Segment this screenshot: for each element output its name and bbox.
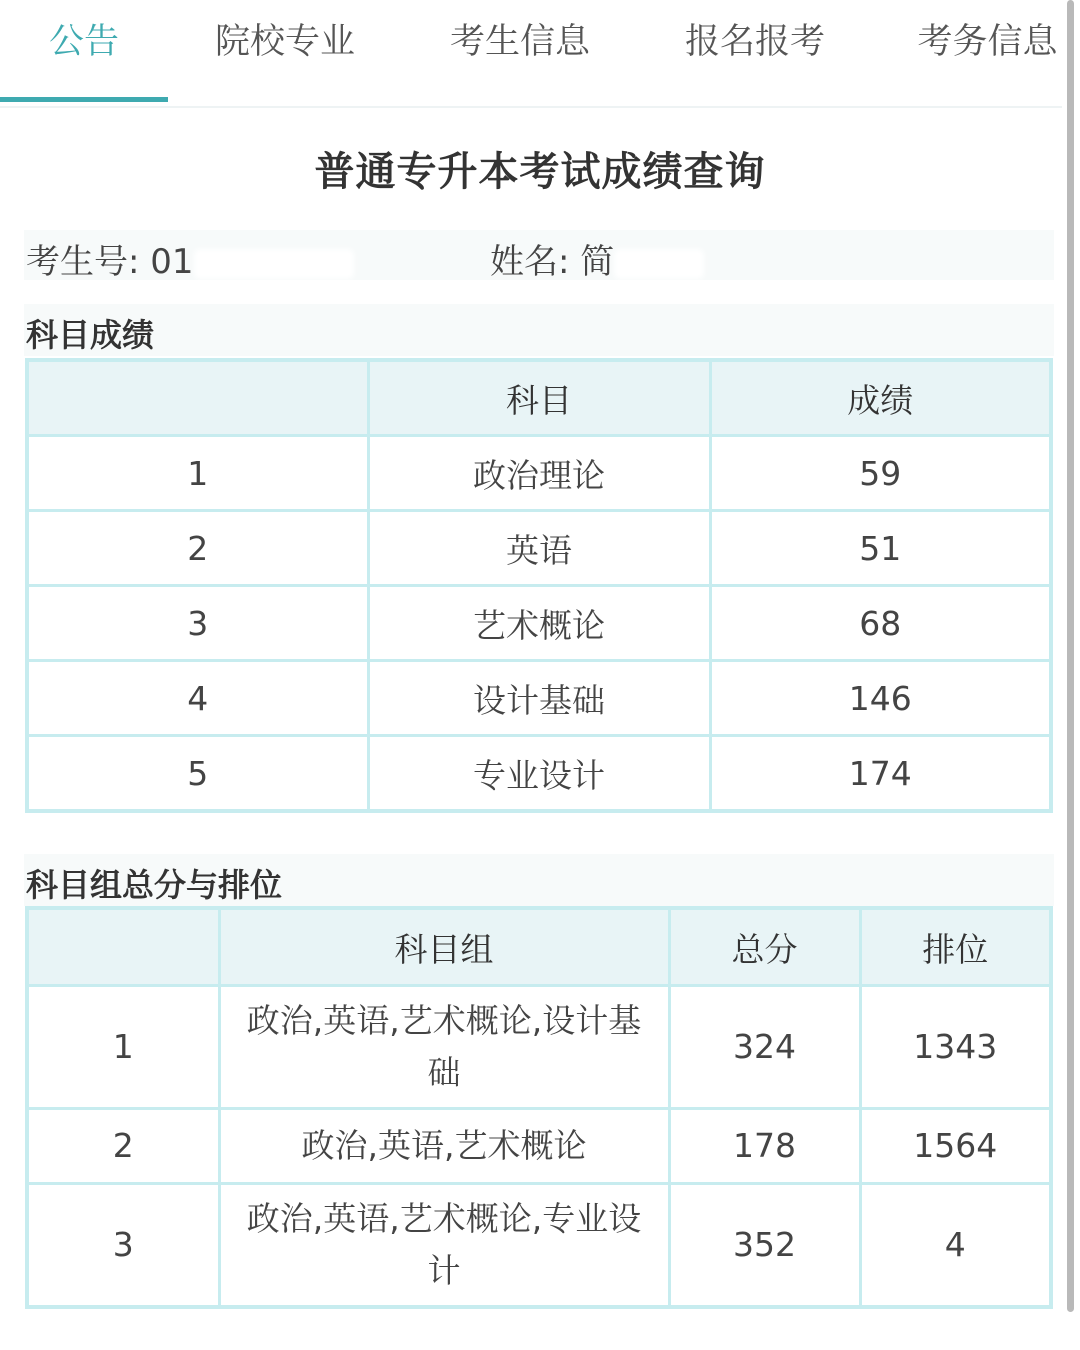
subject-score: 68 (710, 586, 1051, 661)
subject-name: 专业设计 (368, 736, 710, 812)
redaction-mark (614, 249, 704, 279)
total-score: 352 (669, 1184, 860, 1308)
candidate-id-value: 01 (150, 242, 194, 282)
table-row (27, 986, 1051, 1109)
table-header-row (27, 360, 1051, 436)
column-header-subject: 科目 (368, 360, 710, 436)
section-title-subject-scores: 科目成绩 (26, 316, 155, 354)
candidate-name-value: 简 (580, 242, 615, 282)
column-header-rank: 排位 (860, 908, 1051, 986)
tab-announcement[interactable]: 公告 (48, 22, 119, 62)
column-header-index (27, 908, 219, 986)
candidate-name (490, 234, 704, 283)
tab-candidate-info[interactable]: 考生信息 (449, 22, 590, 62)
subject-name: 英语 (368, 511, 710, 586)
candidate-id (26, 234, 354, 283)
column-header-subject-group: 科目组 (219, 908, 669, 986)
candidate-info-row (24, 230, 1054, 280)
subject-score: 59 (710, 436, 1051, 511)
subject-group: 政治,英语,艺术概论,设计基础 (219, 986, 669, 1109)
row-index: 1 (27, 436, 368, 511)
table-header-row (27, 908, 1051, 986)
total-score: 178 (669, 1109, 860, 1184)
subject-group: 政治,英语,艺术概论 (219, 1109, 669, 1184)
row-index: 4 (27, 661, 368, 736)
total-score: 324 (669, 986, 860, 1109)
row-index: 1 (27, 986, 219, 1109)
table-row (27, 436, 1051, 511)
column-header-total-score: 总分 (669, 908, 860, 986)
subject-name: 艺术概论 (368, 586, 710, 661)
table-row (27, 1184, 1051, 1308)
top-tab-bar (0, 0, 1062, 108)
rank: 1343 (860, 986, 1051, 1109)
tab-registration[interactable]: 报名报考 (684, 22, 825, 62)
row-index: 5 (27, 736, 368, 812)
subject-scores-table (25, 358, 1053, 813)
subject-score: 146 (710, 661, 1051, 736)
section-title-group-scores: 科目组总分与排位 (26, 866, 283, 904)
candidate-id-label: 考生号: (26, 242, 140, 282)
subject-name: 设计基础 (368, 661, 710, 736)
rank: 1564 (860, 1109, 1051, 1184)
rank: 4 (860, 1184, 1051, 1308)
row-index: 3 (27, 1184, 219, 1308)
column-header-index (27, 360, 368, 436)
tab-exam-affairs[interactable]: 考务信息 (917, 22, 1058, 62)
table-row (27, 1109, 1051, 1184)
table-row (27, 661, 1051, 736)
subject-score: 174 (710, 736, 1051, 812)
active-tab-indicator (0, 97, 168, 102)
table-row (27, 586, 1051, 661)
row-index: 3 (27, 586, 368, 661)
section-bar-subject-scores (24, 304, 1054, 356)
subject-name: 政治理论 (368, 436, 710, 511)
group-scores-table (25, 906, 1053, 1309)
page-title: 普通专升本考试成绩查询 (314, 149, 766, 195)
table-row (27, 736, 1051, 812)
column-header-score: 成绩 (710, 360, 1051, 436)
subject-score: 51 (710, 511, 1051, 586)
row-index: 2 (27, 511, 368, 586)
redaction-mark (194, 249, 354, 279)
table-row (27, 511, 1051, 586)
tab-colleges-majors[interactable]: 院校专业 (214, 22, 355, 62)
subject-group: 政治,英语,艺术概论,专业设计 (219, 1184, 669, 1308)
row-index: 2 (27, 1109, 219, 1184)
candidate-name-label: 姓名: (490, 242, 570, 282)
